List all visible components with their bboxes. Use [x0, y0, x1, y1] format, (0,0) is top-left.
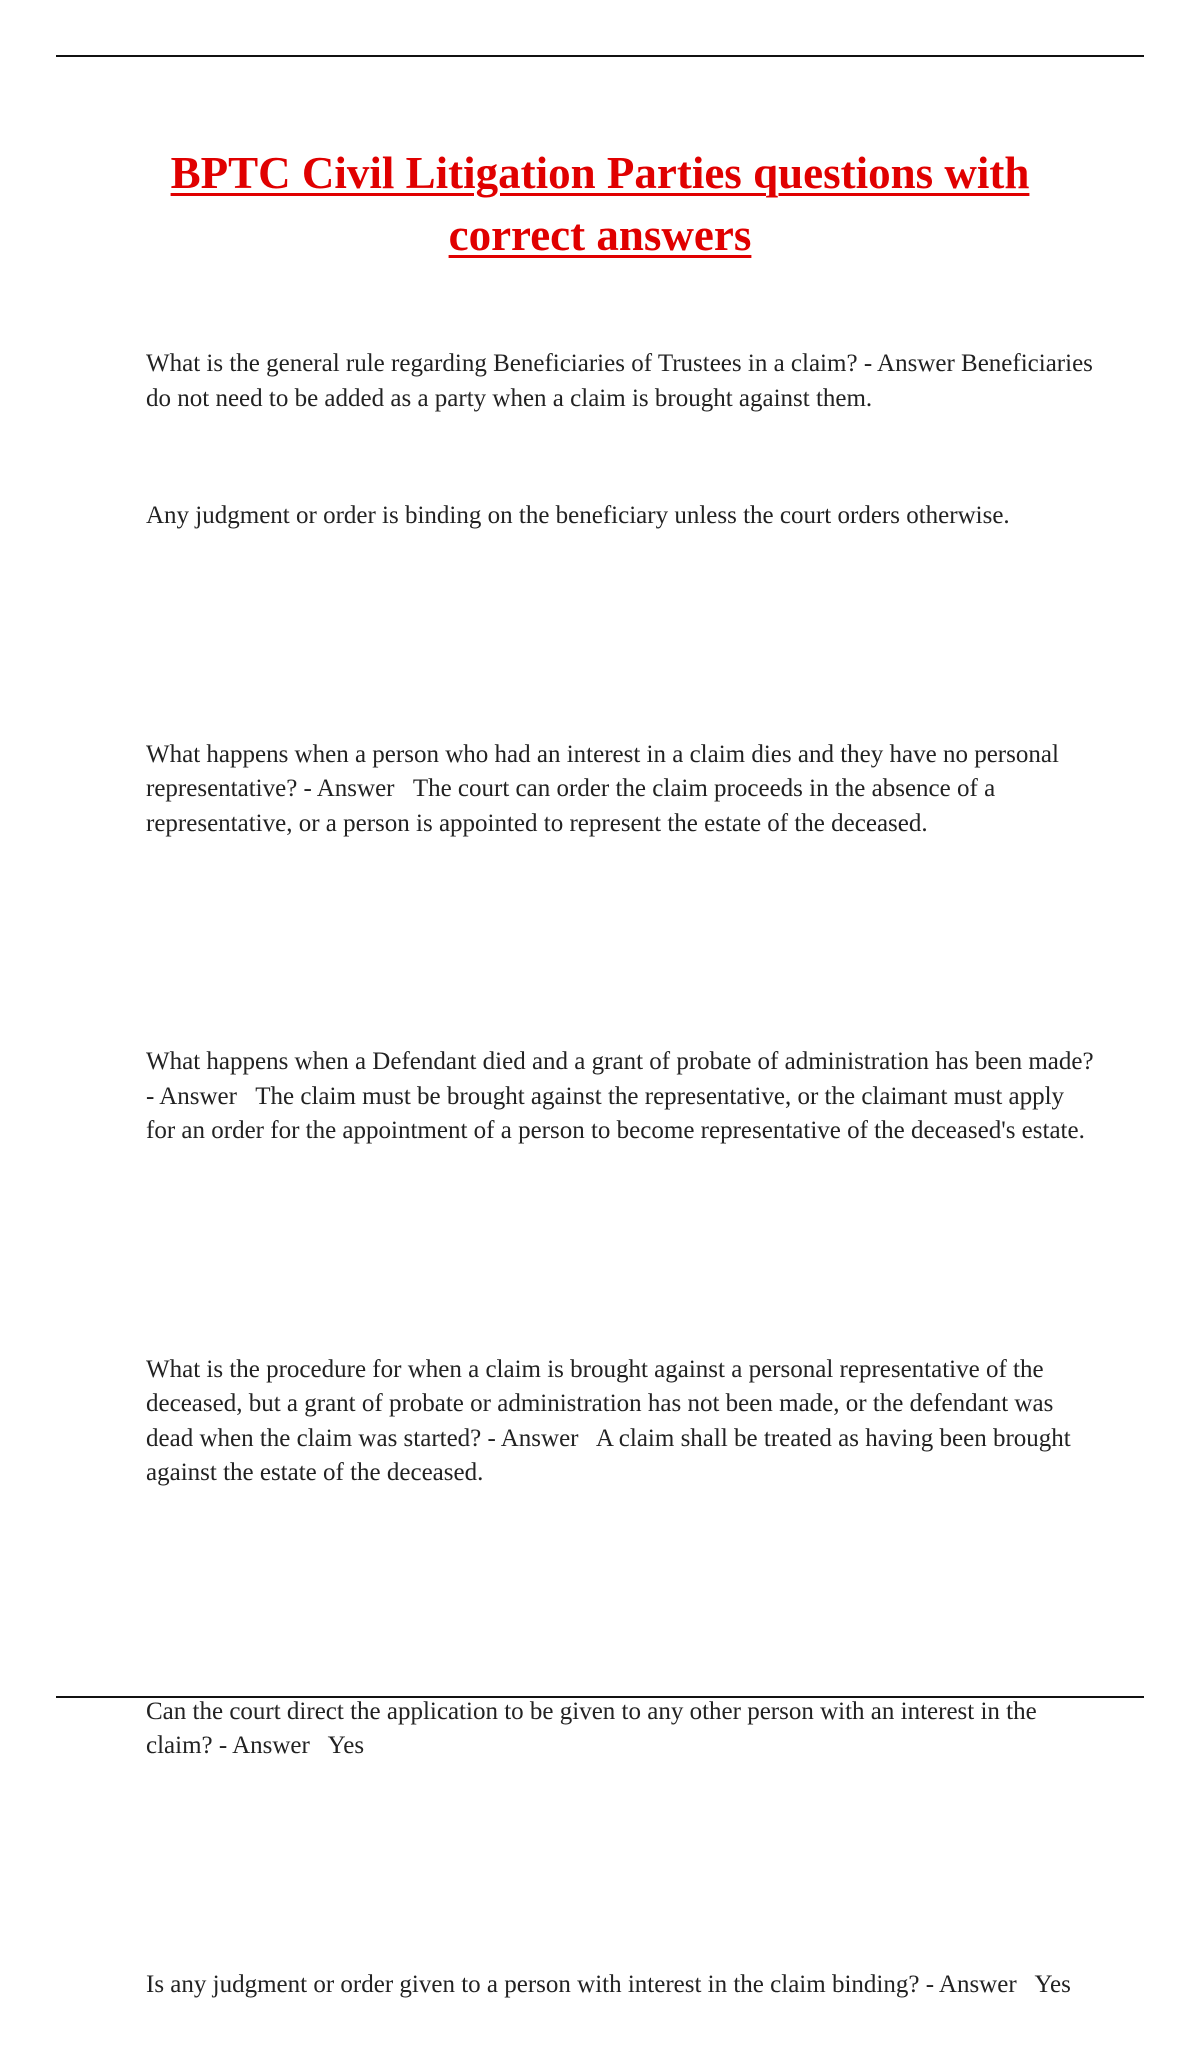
question-text: What is the procedure for when a claim is brought against a personal representative of the deceased, but a grant of probate or administration has not been made, or the defendant was dead when the claim was started?	[146, 1356, 1060, 1452]
answer-separator: - Answer	[213, 1732, 328, 1759]
question-text: Is any judgment or order given to a person with interest in the claim binding?	[146, 1971, 919, 1998]
question-text: What is the general rule regarding Beneficiaries of Trustees in a claim?	[146, 350, 858, 377]
answer-separator: - Answer	[297, 775, 413, 802]
qa-paragraph	[146, 347, 1096, 416]
qa-item	[146, 1284, 1096, 1560]
qa-item	[146, 669, 1096, 911]
answer-separator: - Answer	[146, 1048, 1100, 1110]
qa-item	[146, 1899, 1096, 2071]
qa-item	[146, 976, 1096, 1218]
qa-list	[146, 278, 1096, 2071]
qa-paragraph	[146, 1353, 1096, 1491]
qa-paragraph	[146, 1045, 1096, 1149]
qa-paragraph	[146, 1695, 1096, 1764]
answer-extra-text: Any judgment or order is binding on the beneficiary unless the court orders otherwise.	[146, 499, 1096, 534]
qa-paragraph	[146, 1968, 1096, 2003]
question-text: What happens when a Defendant died and a grant of probate of administration has been made?	[146, 1048, 1094, 1075]
qa-item	[146, 278, 1096, 603]
top-rule	[56, 55, 1144, 57]
answer-text: The claim must be brought against the representative, or the claimant must apply for an order for the appointment of a person to become representative of the deceased's estate.	[146, 1083, 1085, 1145]
answer-text: Beneficiaries do not need to be added as a party when a claim is brought against them.	[146, 350, 1099, 412]
answer-separator: - Answer	[919, 1971, 1034, 1998]
answer-text: Yes	[1034, 1971, 1070, 1998]
qa-paragraph	[146, 738, 1096, 842]
answer-separator: - Answer	[481, 1425, 596, 1452]
answer-text: A claim shall be treated as having been brought against the estate of the deceased.	[146, 1425, 1077, 1487]
document-title: BPTC Civil Litigation Parties questions with correct answers	[100, 142, 1100, 266]
answer-separator: - Answer	[858, 350, 961, 377]
question-text: Can the court direct the application to be given to any other person with an interest in the claim?	[146, 1698, 1043, 1760]
qa-item	[146, 1626, 1096, 1833]
answer-text: Yes	[328, 1732, 364, 1759]
bottom-rule	[56, 1696, 1144, 1698]
question-text: What happens when a person who had an interest in a claim dies and they have no personal representative?	[146, 741, 1065, 803]
answer-text: The court can order the claim proceeds in the absence of a representative, or a person is appointed to represent the estate of the deceased.	[146, 775, 1001, 837]
